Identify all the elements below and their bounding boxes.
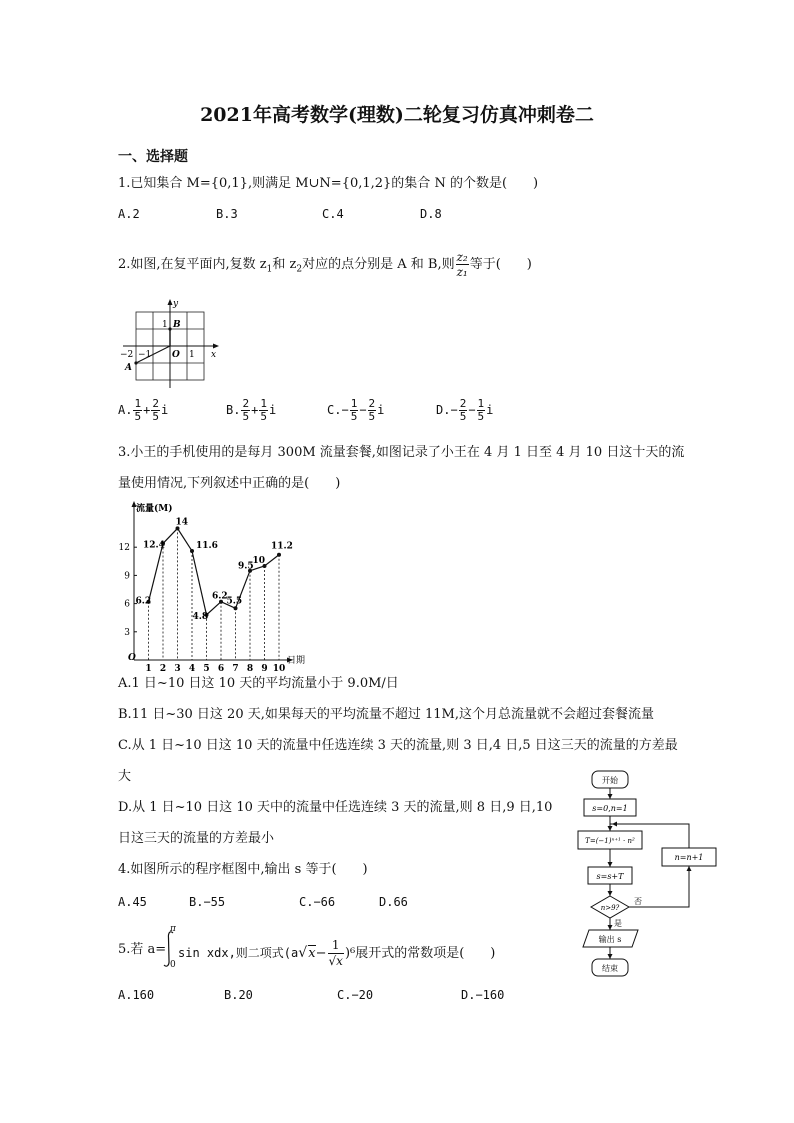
flow-assign-label: T=(−1)ⁿ⁺¹ · n²: [585, 837, 635, 845]
data-point: [190, 549, 194, 553]
flow-init-label: s=0,n=1: [592, 804, 628, 813]
section-heading: 一、选择题: [118, 149, 188, 165]
question-1-option-b: B.3: [216, 207, 238, 221]
x-tick-label: 7: [232, 664, 239, 674]
question-2-option-c: [327, 398, 384, 423]
question-4-option-c: C.−66: [299, 895, 336, 909]
opt-suffix: i: [377, 403, 385, 417]
question-5-option-b: B.20: [224, 988, 253, 1002]
question-3-option-c: C.从 1 日~10 日这 10 天的流量中任选连续 3 天的流量,则 3 日,4 日,5 日这三天的流量的方差最: [118, 738, 678, 753]
question-5-option-a: A.160: [118, 988, 155, 1002]
opt-op: −: [468, 403, 476, 417]
frac-den: 5: [134, 410, 142, 423]
sqrt-icon: √: [298, 945, 308, 961]
frac-num: 1: [260, 397, 267, 410]
opt-suffix: i: [160, 403, 169, 417]
question-2-option-b: [226, 398, 276, 423]
opt-op: +: [143, 403, 151, 417]
traffic-line-chart: [112, 498, 312, 674]
question-1-option-c: C.4: [322, 207, 344, 221]
data-label: 11.2: [271, 541, 293, 552]
q2-fraction-num: z₂: [456, 250, 468, 264]
opt-frac: [368, 398, 377, 423]
question-4-option-a: A.45: [118, 895, 147, 909]
flow-output-label: 输出 s: [598, 935, 622, 944]
tick-label-1-x: 1: [189, 350, 195, 360]
q2-stem-part: 和 z: [272, 257, 297, 272]
frac-num: 2: [459, 397, 467, 410]
flow-end-label: 结束: [602, 964, 618, 973]
data-label: 6.2: [135, 596, 152, 607]
data-point: [277, 553, 281, 557]
frac-den: 5: [368, 410, 376, 423]
question-2-option-d: [436, 398, 493, 423]
opt-frac: [350, 398, 359, 423]
opt-suffix: i: [268, 403, 277, 417]
q2-fraction: [456, 250, 469, 279]
question-3-option-d-cont: 日这三天的流量的方差最小: [118, 831, 275, 846]
opt-frac: [477, 398, 486, 423]
opt-suffix: i: [486, 403, 494, 417]
frac-num: 1: [134, 397, 142, 410]
axis-label-y: y: [173, 299, 179, 309]
x-tick-label: 8: [246, 664, 254, 674]
question-2-stem: [118, 250, 532, 280]
q5-frac-den-x: x: [336, 954, 343, 968]
opt-prefix: A.: [118, 403, 133, 417]
data-label: 11.6: [196, 540, 218, 551]
data-label: 5.5: [226, 596, 243, 607]
flow-update-label: s=s+T: [596, 872, 624, 881]
y-axis-label: 流量(M): [136, 504, 173, 514]
tick-label-1-y: 1: [162, 320, 168, 330]
question-3-option-a: A.1 日~10 日这 10 天的平均流量小于 9.0M/日: [118, 676, 399, 691]
question-4-option-d: D.66: [379, 895, 408, 909]
flow-yes-label: 是: [614, 919, 622, 928]
data-label: 4.8: [192, 611, 209, 622]
data-point: [234, 606, 238, 610]
opt-op: −: [359, 403, 367, 417]
q5-lower-limit: 0: [170, 960, 176, 970]
data-label: 14: [175, 517, 189, 528]
opt-prefix: B.: [226, 403, 241, 417]
opt-frac: [241, 398, 250, 423]
question-3-stem-line2: 量使用情况,下列叙述中正确的是( ): [118, 476, 341, 491]
question-1-option-a: A.2: [118, 207, 140, 221]
q2-sub-2: 2: [296, 264, 303, 275]
point-label-b: B: [173, 320, 181, 330]
q5-upper-limit: π: [170, 924, 176, 934]
x-tick-label: 3: [174, 664, 181, 674]
origin-label: O: [172, 350, 180, 360]
q5-minus: −: [315, 946, 327, 961]
opt-frac: [459, 398, 468, 423]
data-label: 9.5: [238, 561, 254, 572]
x-tick-label: 9: [261, 664, 268, 674]
q5-prefix: 5.若 a=: [118, 942, 167, 957]
question-3-option-d: D.从 1 日~10 日这 10 天中的流量中任选连续 3 天的流量,则 8 日,9 日,10: [118, 800, 553, 815]
program-flowchart: [572, 768, 727, 980]
data-label: 10: [252, 556, 266, 566]
opt-op: +: [251, 403, 259, 417]
tick-label-neg2: −2: [120, 350, 134, 360]
x-tick-label: 5: [203, 664, 210, 674]
y-tick-label: 9: [124, 571, 130, 582]
y-tick-label: 3: [124, 627, 130, 638]
frac-num: 2: [368, 397, 376, 410]
opt-prefix: D.−: [436, 403, 458, 417]
q5-fraction: [328, 938, 344, 969]
frac-den: 5: [260, 410, 267, 423]
opt-frac: [259, 398, 268, 423]
sqrt-icon: √: [328, 954, 337, 968]
x-axis-label: 日期: [287, 656, 306, 666]
integral-sign-icon: [162, 930, 176, 968]
y-tick-label: 12: [118, 543, 130, 554]
data-label: 12.4: [143, 540, 165, 551]
q2-stem-part: 等于( ): [469, 257, 532, 272]
opt-frac: [151, 398, 160, 423]
question-5-option-d: D.−160: [461, 988, 505, 1002]
frac-num: 2: [152, 397, 159, 410]
question-3-option-c-cont: 大: [118, 769, 132, 784]
frac-den: 5: [152, 410, 159, 423]
question-1-option-d: D.8: [420, 207, 442, 221]
q5-frac-num: 1: [328, 938, 344, 954]
question-3-option-b: B.11 日~30 日这 20 天,如果每天的平均流量不超过 11M,这个月总流量就不会超过套餐流量: [118, 707, 654, 722]
q2-stem-part: 2.如图,在复平面内,复数 z: [118, 257, 267, 272]
flow-increment-label: n=n+1: [674, 853, 704, 862]
frac-num: 2: [242, 397, 250, 410]
q2-sub-1: 1: [266, 264, 273, 275]
chart-origin-label: O: [128, 653, 136, 663]
opt-frac: [133, 398, 142, 423]
q2-stem-part: 对应的点分别是 A 和 B,则: [302, 257, 455, 272]
paper-title: 2021年高考数学(理数)二轮复习仿真冲刺卷二: [200, 104, 594, 126]
axis-label-x: x: [211, 350, 217, 360]
question-1-stem: 1.已知集合 M={0,1},则满足 M∪N={0,1,2}的集合 N 的个数是( ): [118, 176, 539, 191]
flow-start-label: 开始: [602, 776, 618, 785]
flow-no-label: 否: [634, 897, 642, 906]
x-tick-label: 10: [272, 664, 286, 674]
y-tick-label: 6: [124, 599, 130, 610]
frac-num: 1: [350, 397, 358, 410]
x-tick-label: 6: [217, 664, 225, 674]
opt-prefix: C.−: [327, 403, 349, 417]
question-2-option-a: [118, 398, 168, 423]
q5-integrand: sin xdx,则二项式(a: [178, 946, 299, 960]
question-4-option-b: B.−55: [189, 895, 226, 909]
question-5-option-c: C.−20: [337, 988, 374, 1002]
q5-suffix: 展开式的常数项是( ): [355, 946, 496, 961]
frac-den: 5: [459, 410, 467, 423]
flow-condition-label: n>9?: [600, 904, 620, 912]
q5-power: )⁶: [344, 946, 356, 961]
frac-den: 5: [242, 410, 250, 423]
x-tick-label: 1: [145, 664, 152, 674]
q5-frac-den: [328, 954, 344, 969]
x-tick-label: 2: [159, 664, 167, 674]
point-label-a: A: [125, 363, 132, 373]
question-4-stem: 4.如图所示的程序框图中,输出 s 等于( ): [118, 862, 368, 877]
q5-sqrt-x: x: [308, 946, 316, 961]
frac-den: 5: [477, 410, 485, 423]
frac-den: 5: [350, 410, 358, 423]
complex-plane-diagram: [115, 296, 225, 388]
data-label: 6.2: [212, 591, 228, 602]
frac-num: 1: [477, 397, 485, 410]
x-tick-label: 4: [188, 664, 196, 674]
tick-label-neg1: −1: [138, 350, 152, 360]
q5-middle: [178, 938, 495, 969]
question-3-stem-line1: 3.小王的手机使用的是每月 300M 流量套餐,如图记录了小王在 4 月 1 日至 4 月 10 日这十天的流: [118, 445, 685, 460]
q2-fraction-den: z₁: [456, 265, 468, 279]
